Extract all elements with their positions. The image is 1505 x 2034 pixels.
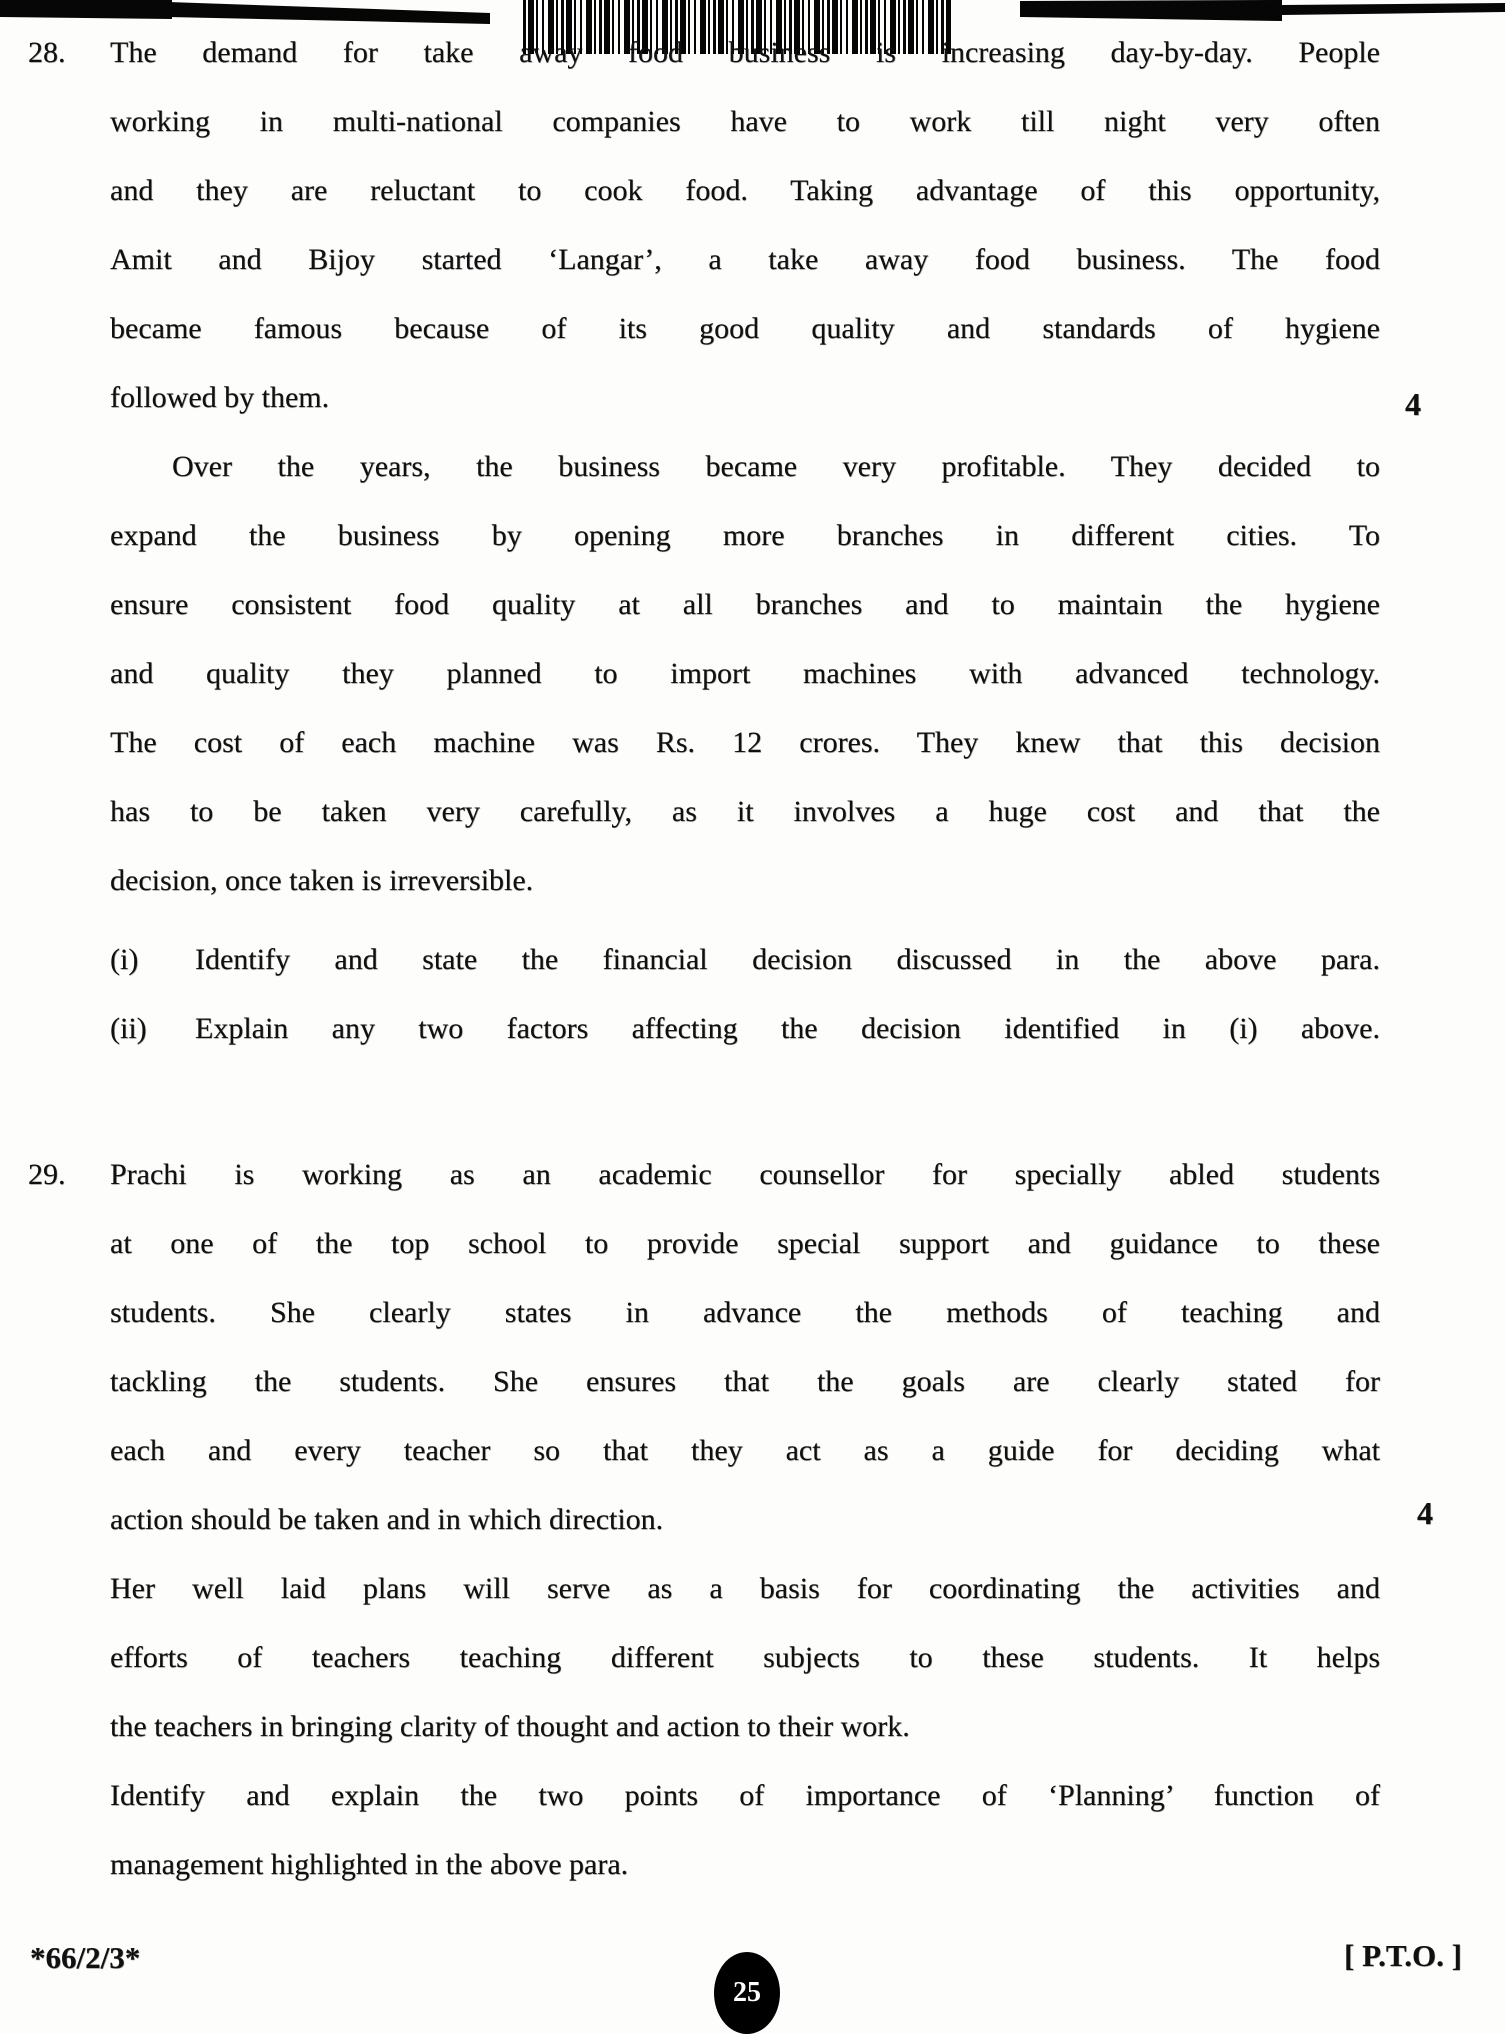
page-number-badge bbox=[714, 1952, 780, 2034]
text-line: followed by them. bbox=[110, 381, 330, 414]
text-line: The cost of each machine was Rs. 12 crores. They knew that this decision bbox=[110, 726, 1380, 759]
text-line: and they are reluctant to cook food. Taking advantage of this opportunity, bbox=[110, 174, 1380, 207]
text-line: efforts of teachers teaching different subjects to these students. It helps bbox=[110, 1641, 1380, 1674]
subquestion-i bbox=[110, 925, 1380, 994]
question-number: 28. bbox=[28, 36, 66, 69]
question-paragraph bbox=[110, 1554, 1380, 1761]
text-line: tackling the students. She ensures that the goals are clearly stated for bbox=[110, 1365, 1380, 1398]
text-line: the teachers in bringing clarity of thought and action to their work. bbox=[110, 1710, 910, 1743]
question-paragraph bbox=[110, 432, 1380, 915]
paper-code: *66/2/3* bbox=[30, 1940, 141, 1975]
text-line: Her well laid plans will serve as a basis for coordinating the activities and bbox=[110, 1572, 1380, 1605]
text-line: Identify and explain the two points of importance of ‘Planning’ function of bbox=[110, 1779, 1380, 1812]
marks-badge: 4 bbox=[1405, 386, 1421, 422]
pto-label: [ P.T.O. ] bbox=[1344, 1938, 1462, 1973]
page-number: 25 bbox=[733, 1977, 761, 2008]
question-paragraph bbox=[110, 18, 1380, 432]
text-line: ensure consistent food quality at all branches and to maintain the hygiene bbox=[110, 588, 1380, 621]
text-line: The demand for take away food business is increasing day-by-day. People bbox=[110, 36, 1380, 69]
subquestion-text: Explain any two factors affecting the decision identified in (i) above. bbox=[195, 1012, 1380, 1045]
text-line: Prachi is working as an academic counsellor for specially abled students bbox=[110, 1158, 1380, 1191]
text-line: has to be taken very carefully, as it involves a huge cost and that the bbox=[110, 795, 1380, 828]
text-line: Over the years, the business became very profitable. They decided to bbox=[172, 450, 1380, 483]
subquestions bbox=[110, 925, 1380, 1063]
subquestion-label: (i) bbox=[110, 943, 139, 976]
text-line: decision, once taken is irreversible. bbox=[110, 864, 534, 897]
subquestion-ii bbox=[110, 994, 1380, 1063]
text-line: action should be taken and in which direction. bbox=[110, 1503, 664, 1536]
text-line: became famous because of its good quality and standards of hygiene bbox=[110, 312, 1380, 345]
question-29 bbox=[28, 1140, 1380, 1899]
marks-badge: 4 bbox=[1417, 1495, 1433, 1531]
text-line: Amit and Bijoy started ‘Langar’, a take away food business. The food bbox=[110, 243, 1380, 276]
text-line: working in multi-national companies have to work till night very often bbox=[110, 105, 1380, 138]
question-28 bbox=[28, 18, 1380, 1063]
text-line: at one of the top school to provide special support and guidance to these bbox=[110, 1227, 1380, 1260]
question-paragraph bbox=[110, 1761, 1380, 1899]
text-line: each and every teacher so that they act as a guide for deciding what bbox=[110, 1434, 1380, 1467]
text-line: expand the business by opening more branches in different cities. To bbox=[110, 519, 1380, 552]
text-line: and quality they planned to import machines with advanced technology. bbox=[110, 657, 1380, 690]
subquestion-label: (ii) bbox=[110, 1012, 147, 1045]
question-paragraph bbox=[110, 1140, 1380, 1554]
question-number: 29. bbox=[28, 1158, 66, 1191]
text-line: students. She clearly states in advance the methods of teaching and bbox=[110, 1296, 1380, 1329]
text-line: management highlighted in the above para. bbox=[110, 1848, 629, 1881]
subquestion-text: Identify and state the financial decision discussed in the above para. bbox=[195, 943, 1380, 976]
